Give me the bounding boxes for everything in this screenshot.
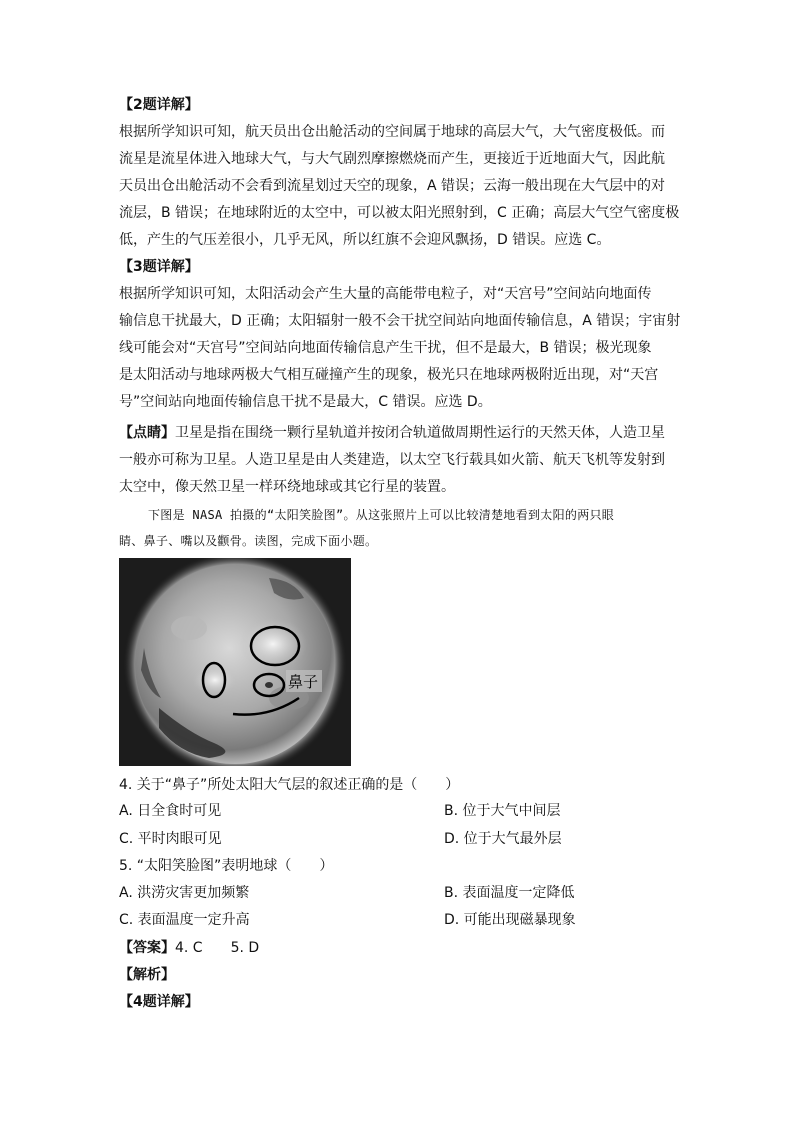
option-a: A. 洪涝灾害更加频繁 — [119, 885, 250, 901]
answer-heading: 【答案】 — [119, 940, 175, 956]
note-line — [119, 420, 665, 446]
paragraph-line: 号”空间站向地面传输信息干扰不是最大，C 错误。应选 D。 — [119, 394, 492, 410]
paragraph-line: 流层，B 错误；在地球附近的太空中，可以被太阳光照射到，C 正确；高层大气空气密度极 — [119, 205, 680, 221]
analysis-heading: 【解析】 — [119, 967, 175, 983]
question-4-stem: 4. 关于“鼻子”所处太阳大气层的叙述正确的是（ ） — [119, 777, 460, 793]
intro-line: 下图是 NASA 拍摄的“太阳笑脸图”。从这张照片上可以比较清楚地看到太阳的两只眼 — [148, 508, 615, 522]
option-c: C. 平时肉眼可见 — [119, 831, 222, 847]
paragraph-line: 根据所学知识可知，航天员出仓出舱活动的空间属于地球的高层大气，大气密度极低。而 — [119, 124, 665, 140]
section-heading-4: 【4题详解】 — [119, 994, 199, 1010]
option-a: A. 日全食时可见 — [119, 803, 222, 819]
intro-line: 睛、鼻子、嘴以及颧骨。读图，完成下面小题。 — [119, 534, 378, 548]
paragraph-line: 低，产生的气压差很小，几乎无风，所以红旗不会迎风飘扬，D 错误。应选 C。 — [119, 232, 611, 248]
option-d: D. 可能出现磁暴现象 — [444, 912, 576, 928]
option-c: C. 表面温度一定升高 — [119, 912, 250, 928]
paragraph-line: 天员出仓出舱活动不会看到流星划过天空的现象，A 错误；云海一般出现在大气层中的对 — [119, 178, 666, 194]
answer-text: 4. C 5. D — [175, 940, 260, 956]
paragraph-line: 一般亦可称为卫星。人造卫星是由人类建造，以太空飞行载具如火箭、航天飞机等发射到 — [119, 452, 665, 468]
section-heading-2: 【2题详解】 — [119, 97, 199, 113]
note-heading: 【点睛】 — [119, 425, 175, 441]
option-b: B. 表面温度一定降低 — [444, 885, 575, 901]
section-heading-3: 【3题详解】 — [119, 259, 199, 275]
paragraph-line: 线可能会对“天宫号”空间站向地面传输信息产生干扰，但不是最大，B 错误；极光现象 — [119, 340, 652, 356]
nose-label: 鼻子 — [288, 673, 319, 691]
note-text: 卫星是指在围绕一颗行星轨道并按闭合轨道做周期性运行的天然天体，人造卫星 — [175, 425, 665, 441]
paragraph-line: 太空中，像天然卫星一样环绕地球或其它行星的装置。 — [119, 479, 455, 495]
paragraph-line: 输信息干扰最大，D 正确；太阳辐射一般不会干扰空间站向地面传输信息，A 错误；宇宙射 — [119, 313, 681, 329]
sun-image — [119, 558, 351, 766]
option-d: D. 位于大气最外层 — [444, 831, 562, 847]
sun-smile-figure — [119, 558, 351, 766]
question-5-stem: 5. “太阳笑脸图”表明地球（ ） — [119, 858, 334, 874]
paragraph-line: 是太阳活动与地球两极大气相互碰撞产生的现象，极光只在地球两极附近出现，对“天宫 — [119, 367, 659, 383]
option-b: B. 位于大气中间层 — [444, 803, 561, 819]
paragraph-line: 根据所学知识可知，太阳活动会产生大量的高能带电粒子，对“天宫号”空间站向地面传 — [119, 286, 652, 302]
paragraph-line: 流星是流星体进入地球大气，与大气剧烈摩擦燃烧而产生，更接近于近地面大气，因此航 — [119, 151, 665, 167]
answer-line — [119, 935, 259, 961]
